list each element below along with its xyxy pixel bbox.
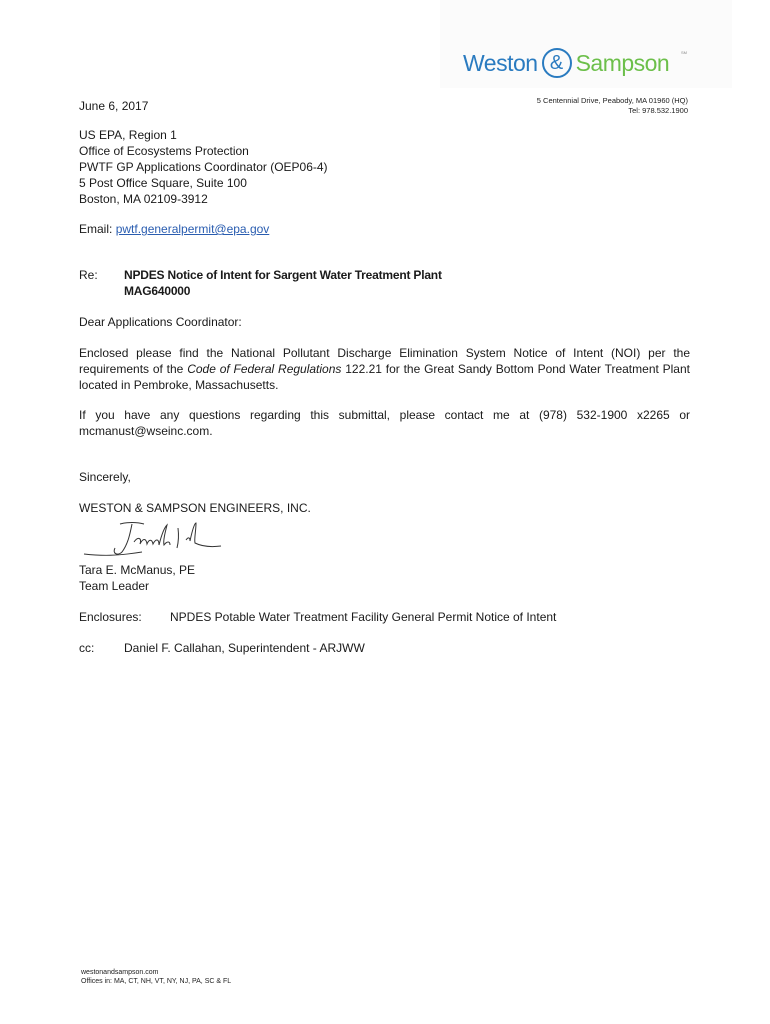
logo-service-mark: SM (681, 50, 687, 55)
para1-italic-citation: Code of Federal Regulations (187, 362, 342, 376)
phone-line: Tel: 978.532.1900 (628, 106, 688, 115)
handwritten-signature (82, 516, 222, 560)
recipient-address-block (79, 127, 328, 207)
footer-offices: Offices in: MA, CT, NH, VT, NY, NJ, PA, SC & FL (81, 978, 232, 985)
recipient-line: Office of Ecosystems Protection (79, 144, 249, 158)
recipient-email (79, 221, 269, 237)
recipient-line: PWTF GP Applications Coordinator (OEP06-4) (79, 160, 328, 174)
email-link[interactable]: pwtf.generalpermit@epa.gov (115, 222, 270, 236)
closing: Sincerely, (79, 470, 131, 484)
letter-footer (81, 968, 231, 986)
company-name: WESTON & SAMPSON ENGINEERS, INC. (79, 501, 311, 515)
body-paragraph-1 (79, 345, 690, 393)
recipient-line: US EPA, Region 1 (79, 128, 177, 142)
cc-label: cc: (79, 641, 95, 655)
cc-text: Daniel F. Callahan, Superintendent - ARJWW (124, 641, 365, 655)
permit-number: MAG640000 (124, 284, 191, 298)
company-address (537, 96, 688, 116)
para1-text-b: 122.21 for the Great Sandy Bottom Pond Water Treatment Plant located in Pembroke, Massachusetts. (79, 362, 690, 392)
letter-date: June 6, 2017 (79, 99, 149, 113)
subject-line (124, 267, 442, 299)
body-paragraph-2: If you have any questions regarding this submittal, please contact me at (978) 532-1900 x2265 or mcmanust@wseinc.com. (79, 408, 690, 438)
enclosures-label: Enclosures: (79, 610, 142, 624)
recipient-line: Boston, MA 02109-3912 (79, 192, 208, 206)
para1-text-a: Enclosed please find the National Pollutant Discharge Elimination System Notice of Intent (NOI) per the requirements of the (79, 346, 690, 376)
logo-word-sampson: Sampson (575, 49, 670, 76)
re-label: Re: (79, 268, 98, 282)
signer-block (79, 562, 195, 594)
email-label: Email: (79, 222, 113, 236)
footer-website: westonandsampson.com (81, 969, 159, 976)
subject-title: NPDES Notice of Intent for Sargent Water Treatment Plant (124, 268, 442, 282)
logo-ampersand-icon: & (542, 48, 572, 78)
address-line: 5 Centennial Drive, Peabody, MA 01960 (HQ) (536, 96, 688, 105)
weston-sampson-logo (463, 44, 687, 82)
logo-word-weston: Weston (463, 49, 538, 76)
signer-name: Tara E. McManus, PE (79, 563, 196, 577)
enclosures-text: NPDES Potable Water Treatment Facility General Permit Notice of Intent (170, 610, 557, 624)
recipient-line: 5 Post Office Square, Suite 100 (79, 176, 247, 190)
salutation: Dear Applications Coordinator: (79, 315, 242, 329)
signer-title: Team Leader (79, 579, 150, 593)
